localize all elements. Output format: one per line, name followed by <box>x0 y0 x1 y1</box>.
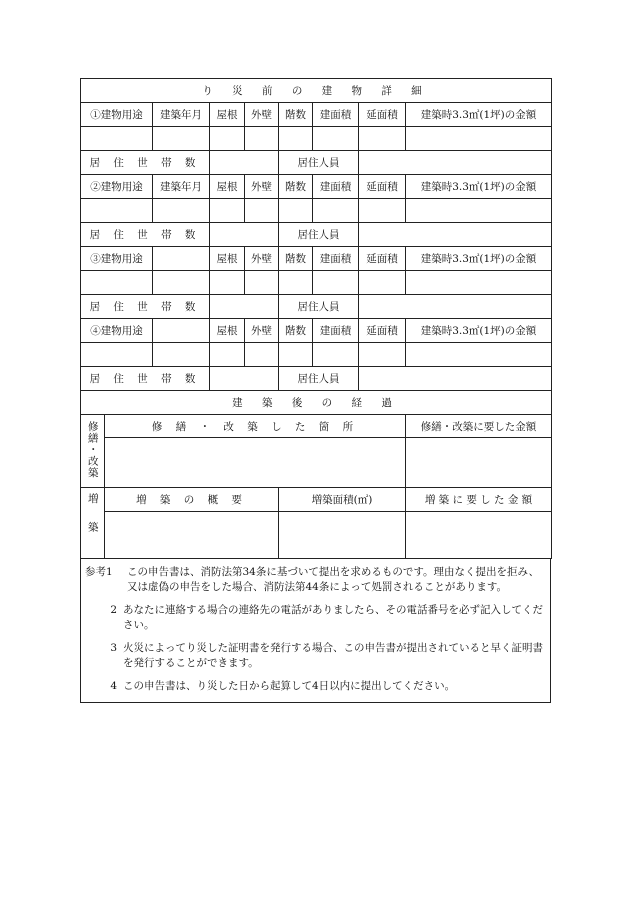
year-label <box>153 247 210 271</box>
cost-field[interactable] <box>406 271 552 295</box>
repair-header-row <box>81 415 552 438</box>
wall-label: 外壁 <box>245 247 279 271</box>
repair-cost-field[interactable] <box>406 438 552 488</box>
roof-field[interactable] <box>210 271 245 295</box>
extension-side-label <box>81 488 105 559</box>
household-row <box>81 223 552 247</box>
usage-label: ③建物用途 <box>81 247 153 271</box>
cost-field[interactable] <box>406 199 552 223</box>
households-field[interactable] <box>210 295 279 319</box>
building-area-label: 建面積 <box>313 103 359 127</box>
building-header-row <box>81 175 552 199</box>
roof-field[interactable] <box>210 343 245 367</box>
cost-label: 建築時3.3㎡(1坪)の金額 <box>406 175 552 199</box>
note-number: 3 <box>110 642 117 654</box>
year-field[interactable] <box>153 127 210 151</box>
usage-label: ①建物用途 <box>81 103 153 127</box>
building-input-row <box>81 127 552 151</box>
note-number: 2 <box>110 604 117 616</box>
building-area-field[interactable] <box>313 127 359 151</box>
floors-field[interactable] <box>279 127 313 151</box>
residents-label: 居住人員 <box>279 367 359 391</box>
total-area-label: 延面積 <box>359 319 406 343</box>
year-field[interactable] <box>153 343 210 367</box>
note-number: 4 <box>110 680 117 692</box>
repair-input-row <box>81 438 552 488</box>
roof-field[interactable] <box>210 199 245 223</box>
households-label: 居 住 世 帯 数 <box>81 295 210 319</box>
note-text: あなたに連絡する場合の連絡先の電話がありましたら、その電話番号を必ず記入してください。 <box>123 604 543 631</box>
reference-notes <box>80 559 551 703</box>
household-row <box>81 295 552 319</box>
extension-summary-label: 増 築 の 概 要 <box>105 488 279 512</box>
year-label <box>153 319 210 343</box>
building-input-row <box>81 343 552 367</box>
cost-label: 建築時3.3㎡(1坪)の金額 <box>406 247 552 271</box>
year-field[interactable] <box>153 199 210 223</box>
note-text: 火災によってり災した証明書を発行する場合、この申告書が提出されていると早く証明書を発行することができます。 <box>123 642 543 669</box>
usage-field[interactable] <box>81 343 153 367</box>
roof-label: 屋根 <box>210 175 245 199</box>
roof-label: 屋根 <box>210 319 245 343</box>
extension-area-field[interactable] <box>279 512 406 559</box>
cost-field[interactable] <box>406 127 552 151</box>
building-input-row <box>81 271 552 295</box>
household-row <box>81 367 552 391</box>
building-input-row <box>81 199 552 223</box>
usage-field[interactable] <box>81 271 153 295</box>
repair-cost-label: 修繕・改築に要した金額 <box>406 415 552 438</box>
total-area-label: 延面積 <box>359 175 406 199</box>
floors-field[interactable] <box>279 343 313 367</box>
repair-side-text: 修繕・改築 <box>86 420 99 479</box>
note-item <box>81 603 550 633</box>
year-label: 建築年月 <box>153 175 210 199</box>
total-area-field[interactable] <box>359 199 406 223</box>
wall-field[interactable] <box>245 127 279 151</box>
wall-field[interactable] <box>245 199 279 223</box>
building-details-table <box>80 78 552 559</box>
floors-field[interactable] <box>279 271 313 295</box>
note-text: この申告書は、消防法第34条に基づいて提出を求めるものです。理由なく提出を拒み、又は虚偽の申告をした場合、消防法第44条によって処罰されることがあります。 <box>127 566 540 593</box>
extension-cost-label: 増 築 に 要 し た 金 額 <box>406 488 552 512</box>
total-area-label: 延面積 <box>359 103 406 127</box>
floors-label: 階数 <box>279 175 313 199</box>
roof-field[interactable] <box>210 127 245 151</box>
usage-label: ④建物用途 <box>81 319 153 343</box>
extension-summary-field[interactable] <box>105 512 279 559</box>
fire-damage-declaration-form <box>80 78 551 703</box>
extension-side-text: 増築 <box>86 493 99 550</box>
building-area-field[interactable] <box>313 343 359 367</box>
repair-location-field[interactable] <box>105 438 406 488</box>
total-area-label: 延面積 <box>359 247 406 271</box>
residents-field[interactable] <box>359 295 552 319</box>
floors-label: 階数 <box>279 319 313 343</box>
note-text: この申告書は、り災した日から起算して4日以内に提出してください。 <box>123 680 456 692</box>
note-item <box>81 641 550 671</box>
households-field[interactable] <box>210 367 279 391</box>
residents-label: 居住人員 <box>279 295 359 319</box>
cost-label: 建築時3.3㎡(1坪)の金額 <box>406 103 552 127</box>
extension-cost-field[interactable] <box>406 512 552 559</box>
households-field[interactable] <box>210 151 279 175</box>
cost-field[interactable] <box>406 343 552 367</box>
building-header-row <box>81 319 552 343</box>
wall-label: 外壁 <box>245 175 279 199</box>
wall-field[interactable] <box>245 343 279 367</box>
floors-label: 階数 <box>279 103 313 127</box>
repair-side-label <box>81 415 105 488</box>
residents-field[interactable] <box>359 151 552 175</box>
usage-field[interactable] <box>81 199 153 223</box>
households-label: 居 住 世 帯 数 <box>81 223 210 247</box>
note-number: 参考1 <box>85 566 113 578</box>
floors-label: 階数 <box>279 247 313 271</box>
extension-area-label: 増築面積(㎡) <box>279 488 406 512</box>
section-title-before: り 災 前 の 建 物 詳 細 <box>81 79 552 103</box>
extension-header-row <box>81 488 552 512</box>
extension-input-row <box>81 512 552 559</box>
cost-label: 建築時3.3㎡(1坪)の金額 <box>406 319 552 343</box>
residents-field[interactable] <box>359 223 552 247</box>
total-area-field[interactable] <box>359 127 406 151</box>
households-field[interactable] <box>210 223 279 247</box>
residents-label: 居住人員 <box>279 151 359 175</box>
section-title-after: 建 築 後 の 経 過 <box>81 391 552 415</box>
wall-field[interactable] <box>245 271 279 295</box>
residents-field[interactable] <box>359 367 552 391</box>
households-label: 居 住 世 帯 数 <box>81 367 210 391</box>
roof-label: 屋根 <box>210 247 245 271</box>
repair-location-label: 修 繕 ・ 改 築 し た 箇 所 <box>105 415 406 438</box>
roof-label: 屋根 <box>210 103 245 127</box>
households-label: 居 住 世 帯 数 <box>81 151 210 175</box>
total-area-field[interactable] <box>359 271 406 295</box>
wall-label: 外壁 <box>245 103 279 127</box>
note-item <box>81 565 550 595</box>
year-field[interactable] <box>153 271 210 295</box>
household-row <box>81 151 552 175</box>
note-item <box>81 679 550 694</box>
building-area-field[interactable] <box>313 271 359 295</box>
floors-field[interactable] <box>279 199 313 223</box>
total-area-field[interactable] <box>359 343 406 367</box>
residents-label: 居住人員 <box>279 223 359 247</box>
building-area-label: 建面積 <box>313 247 359 271</box>
building-header-row <box>81 103 552 127</box>
usage-field[interactable] <box>81 127 153 151</box>
year-label: 建築年月 <box>153 103 210 127</box>
building-header-row <box>81 247 552 271</box>
wall-label: 外壁 <box>245 319 279 343</box>
building-area-field[interactable] <box>313 199 359 223</box>
building-area-label: 建面積 <box>313 175 359 199</box>
building-area-label: 建面積 <box>313 319 359 343</box>
usage-label: ②建物用途 <box>81 175 153 199</box>
